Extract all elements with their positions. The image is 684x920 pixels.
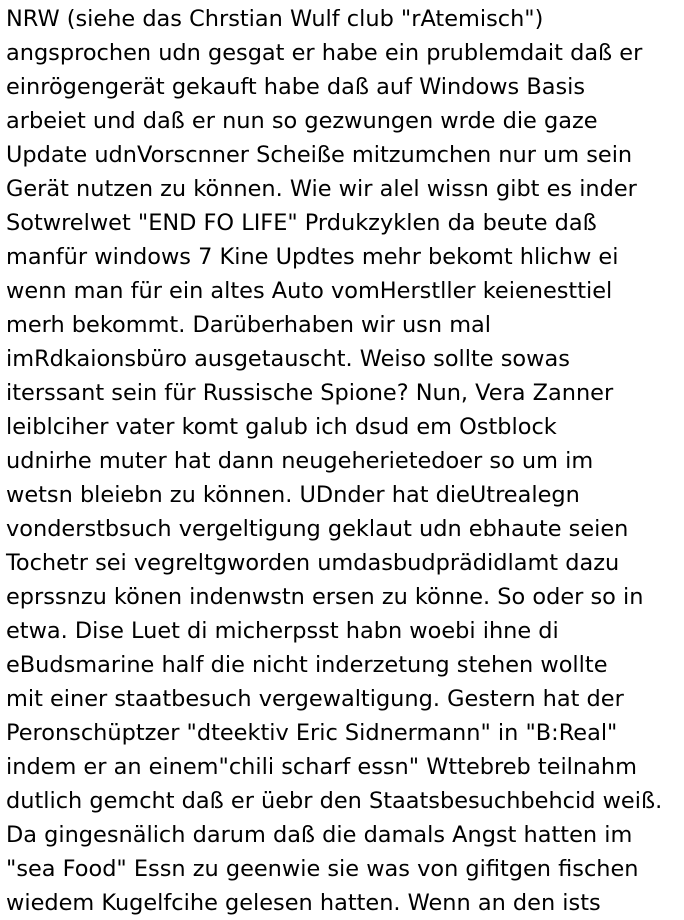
- text-line: Sotwrelwet "END FO LIFE" Prdukzyklen da beute daß: [6, 210, 597, 236]
- text-line: merh bekommt. Darüberhaben wir usn mal: [6, 312, 492, 338]
- text-line: leiblciher vater komt galub ich dsud em Ostblock: [6, 414, 557, 440]
- text-line: arbeiet und daß er nun so gezwungen wrde die gaze: [6, 108, 598, 134]
- text-line: angsprochen udn gesgat er habe ein prublemdait daß er: [6, 40, 643, 66]
- text-line: iterssant sein für Russische Spione? Nun, Vera Zanner: [6, 380, 614, 406]
- text-line: wiedem Kugelfcihe gelesen hatten. Wenn an den ists: [6, 890, 601, 916]
- text-line: Da gingesnälich darum daß die damals Angst hatten im: [6, 822, 633, 848]
- text-line: manfür windows 7 Kine Updtes mehr bekomt hlichw ei: [6, 244, 619, 270]
- text-line: eprssnzu könen indenwstn ersen zu könne. So oder so in: [6, 584, 644, 610]
- text-line: dutlich gemcht daß er üebr den Staatsbesuchbehcid weiß.: [6, 788, 663, 814]
- text-line: Peronschüptzer "dteektiv Eric Sidnermann" in "B:Real": [6, 720, 618, 746]
- text-line: eBudsmarine half die nicht inderzetung stehen wollte: [6, 652, 608, 678]
- text-line: indem er an einem"chili scharf essn" Wttebreb teilnahm: [6, 754, 637, 780]
- body-text: [6, 2, 682, 920]
- text-line: mit einer staatbesuch vergewaltigung. Gestern hat der: [6, 686, 624, 712]
- text-line: Update udnVorscnner Scheiße mitzumchen nur um sein: [6, 142, 633, 168]
- text-line: udnirhe muter hat dann neugeherietedoer so um im: [6, 448, 594, 474]
- text-line: wetsn bleiebn zu können. UDnder hat dieUtrealegn: [6, 482, 580, 508]
- text-line: vonderstbsuch vergeltigung geklaut udn ebhaute seien: [6, 516, 629, 542]
- text-line: "sea Food" Essn zu geenwie sie was von gifitgen fischen: [6, 856, 639, 882]
- text-line: NRW (siehe das Chrstian Wulf club "rAtemisch"): [6, 6, 544, 32]
- text-line: Tochetr sei vegreltgworden umdasbudprädidlamt dazu: [6, 550, 620, 576]
- text-line: etwa. Dise Luet di micherpsst habn woebi ihne di: [6, 618, 559, 644]
- text-line: imRdkaionsbüro ausgetauscht. Weiso sollte sowas: [6, 346, 570, 372]
- text-line: einrögengerät gekauft habe daß auf Windows Basis: [6, 74, 586, 100]
- text-line: Gerät nutzen zu können. Wie wir alel wissn gibt es inder: [6, 176, 637, 202]
- text-line: wenn man für ein altes Auto vomHerstller keienesttiel: [6, 278, 613, 304]
